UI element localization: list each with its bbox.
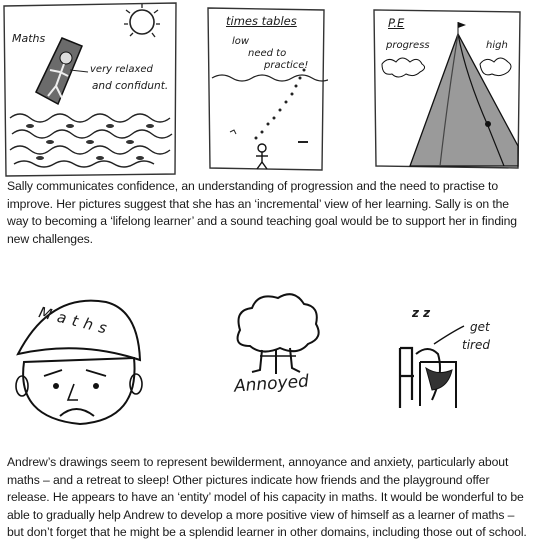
get-tired-drawing xyxy=(382,304,512,414)
times-note-line3: practice! xyxy=(264,60,309,71)
pe-progress-sketch xyxy=(370,6,524,172)
times-tables-sketch xyxy=(204,4,328,174)
pe-left-label: progress xyxy=(386,40,430,51)
pe-progress-drawing xyxy=(370,6,524,172)
worried-face-sketch xyxy=(10,288,148,428)
annoyed-drawing xyxy=(220,290,330,408)
maths-caption-line1: very relaxed xyxy=(90,64,153,75)
annoyed-label: Annoyed xyxy=(233,371,310,397)
times-note-line2: need to xyxy=(248,48,287,59)
tired-label-line2: tired xyxy=(462,338,490,352)
tired-label-line1: get xyxy=(470,320,490,334)
times-title: times tables xyxy=(226,14,297,28)
tired-zz: z z xyxy=(412,306,431,320)
maths-relaxed-drawing xyxy=(0,0,180,178)
times-tables-drawing xyxy=(204,4,328,174)
pe-title: P.E xyxy=(388,16,405,30)
sleeping-desk-sketch xyxy=(382,304,512,414)
maths-title: Maths xyxy=(12,32,46,45)
andrew-paragraph: Andrew’s drawings seem to represent bewilderment, annoyance and anxiety, particularly about maths – and a retreat to sleep! Other pictures indicate how friends and the playground offer release. He appears to have an ‘entity’ model of his capacity in maths. It would be wonderful to be able to gradually help Andrew to develop a more positive view of himself as a learner of maths – but don’t forget that he might be a splendid learner in other domains, including those out of school. xyxy=(7,455,527,540)
times-note-line1: low xyxy=(232,36,250,47)
maths-caption-line2: and confidunt. xyxy=(92,80,169,92)
worried-face-drawing xyxy=(10,288,148,428)
pe-right-label: high xyxy=(486,40,508,51)
face-hat-text: Maths xyxy=(36,303,115,339)
sally-paragraph: Sally communicates confidence, an understanding of progression and the need to practise to improve. Her pictures suggest that she has an ‘incremental’ view of her learning. Sally is on the way to becoming a ‘lifelong learner’ and a sound teaching goal would be to support her in finding new challenges. xyxy=(7,179,517,246)
